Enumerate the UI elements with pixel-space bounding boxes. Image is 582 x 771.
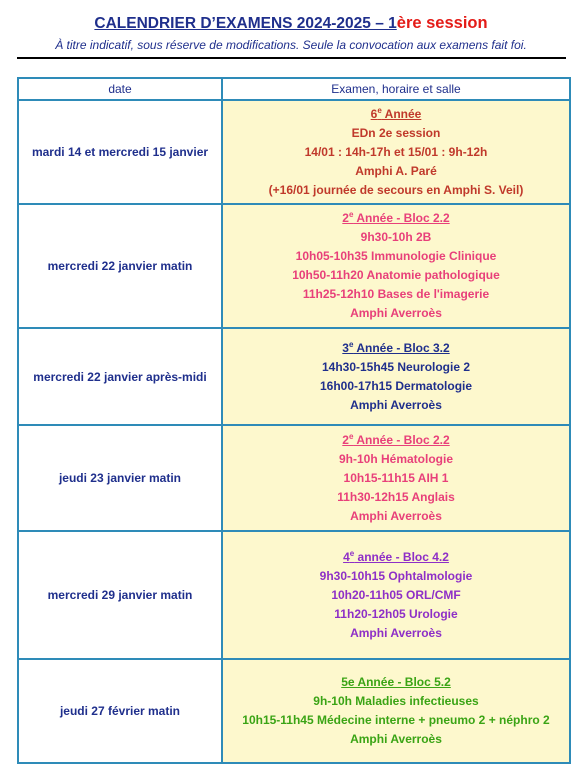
exam-line: 10h15-11h45 Médecine interne + pneumo 2 + néphro 2 [242, 713, 550, 727]
exam-line: 14h30-15h45 Neurologie 2 [321, 359, 471, 374]
exam-line: Amphi Averroès [350, 397, 442, 412]
exam-heading: 2e Année - Bloc 2.2 [342, 431, 450, 447]
column-header-date: date [18, 78, 222, 100]
exam-line: 9h-10h Hématologie [338, 451, 454, 466]
table-row [18, 659, 570, 763]
table-row [18, 328, 570, 425]
exam-line: 16h00-17h15 Dermatologie [319, 378, 473, 393]
exam-line: 10h05-10h35 Immunologie Clinique [295, 249, 497, 263]
exam-line: Amphi Averroès [350, 625, 442, 640]
row-exam [222, 100, 570, 204]
title-session: ère session [396, 14, 488, 32]
exam-line: 11h30-12h15 Anglais [337, 489, 455, 504]
exam-line: 11h25-12h10 Bases de l'imagerie [302, 287, 490, 301]
exam-calendar-table [17, 77, 571, 764]
table-body [18, 100, 570, 763]
row-exam [222, 425, 570, 531]
exam-line: 14/01 : 14h-17h et 15/01 : 9h-12h [304, 144, 488, 159]
row-exam [222, 659, 570, 763]
table-row [18, 531, 570, 659]
exam-line: Amphi Averroès [350, 508, 442, 523]
exam-line: Amphi Averroès [350, 732, 442, 746]
table-row [18, 204, 570, 328]
exam-heading: 6e Année [370, 105, 422, 121]
exam-heading: 5e Année - Bloc 5.2 [341, 675, 451, 689]
page-header [0, 0, 582, 58]
page-title [0, 14, 582, 33]
table-row [18, 100, 570, 204]
exam-line: EDn 2e session [351, 125, 441, 140]
exam-heading: 3e Année - Bloc 3.2 [342, 339, 450, 355]
exam-heading: 4e année - Bloc 4.2 [343, 548, 449, 564]
exam-line: Amphi Averroès [350, 306, 442, 320]
row-date: jeudi 27 février matin [18, 659, 222, 763]
row-exam [222, 531, 570, 659]
row-date: mercredi 22 janvier après-midi [18, 328, 222, 425]
row-date: jeudi 23 janvier matin [18, 425, 222, 531]
page-subtitle: À titre indicatif, sous réserve de modifications. Seule la convocation aux examens fait foi. [55, 38, 527, 52]
column-header-exam: Examen, horaire et salle [222, 78, 570, 100]
exam-line: 10h50-11h20 Anatomie pathologique [292, 268, 500, 282]
exam-line: 9h30-10h15 Ophtalmologie [319, 568, 473, 583]
title-main: CALENDRIER D’EXAMENS 2024-2025 – 1 [94, 15, 397, 32]
row-exam [222, 328, 570, 425]
table-header-row [18, 78, 570, 100]
exam-heading: 2e Année - Bloc 2.2 [342, 210, 450, 225]
exam-line: 9h30-10h 2B [360, 230, 432, 244]
exam-line: 9h-10h Maladies infectieuses [313, 694, 479, 708]
exam-line: 10h20-11h05 ORL/CMF [331, 587, 461, 602]
table-row [18, 425, 570, 531]
header-rule [17, 57, 566, 59]
row-date: mardi 14 et mercredi 15 janvier [18, 100, 222, 204]
exam-line: 10h15-11h15 AIH 1 [343, 470, 449, 485]
row-exam [222, 204, 570, 328]
row-date: mercredi 22 janvier matin [18, 204, 222, 328]
exam-line: Amphi A. Paré [355, 163, 437, 178]
exam-line: 11h20-12h05 Urologie [334, 606, 458, 621]
row-date: mercredi 29 janvier matin [18, 531, 222, 659]
exam-line: (+16/01 journée de secours en Amphi S. Veil) [268, 182, 524, 197]
